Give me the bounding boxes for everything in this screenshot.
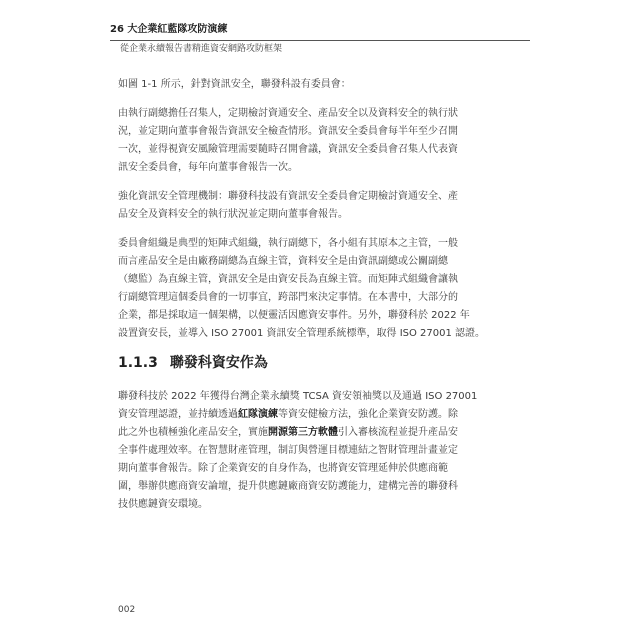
text-line: 資安管理認證，並持續透過紅隊演練等資安健檢方法，強化企業資安防護。除 <box>118 409 458 420</box>
text-line: 品安全及資料安全的執行狀況並定期向董事會報告。 <box>118 209 348 220</box>
text-line: 此之外也積極強化產品安全，實施開源第三方軟體引入審核流程並提升產品安 <box>118 427 458 438</box>
text-line: 聯發科技於 2022 年獲得台灣企業永續獎 TCSA 資安領袖獎以及通過 ISO 27001 <box>118 391 478 402</box>
text-line: 而言產品安全是由廠務副總為直線主管，資料安全是由資訊副總或公關副總 <box>118 256 448 267</box>
text-line: 強化資訊安全管理機制：聯發科技設有資訊安全委員會定期檢討資通安全、產 <box>118 191 458 202</box>
paragraph-matrix-organization <box>118 235 498 343</box>
body-text-upper <box>118 76 498 343</box>
section-title: 聯發科資安作為 <box>169 355 268 371</box>
emphasis-red-team: 紅隊演練 <box>238 409 278 420</box>
text-line: 一次，並得視資安風險管理需要隨時召開會議，資訊安全委員會召集人代表資 <box>118 144 458 155</box>
text-line: 況，並定期向董事會報告資訊安全檢查情形。資訊安全委員會每半年至少召開 <box>118 126 458 137</box>
emphasis-open-source: 開源第三方軟體 <box>268 427 338 438</box>
text-line: 期向董事會報告。除了企業資安的自身作為，也將資安管理延伸於供應商範 <box>118 463 448 474</box>
text-line: 行副總管理這個委員會的一切事宜，跨部門來決定事情。在本書中，大部分的 <box>118 292 458 303</box>
text-line: 設置資安長，並導入 ISO 27001 資訊安全管理系統標準，取得 ISO 27001 認證。 <box>118 328 486 339</box>
paragraph-security-mechanism <box>118 188 498 224</box>
section-number: 1.1.3 <box>118 355 158 371</box>
text-line: 全事件處理效率。在智慧財產管理，制訂與營運目標連結之智財管理計畫並定 <box>118 445 458 456</box>
text-line: 由執行副總擔任召集人，定期檢討資通安全、產品安全以及資料安全的執行狀 <box>118 108 458 119</box>
text-line: 訊安全委員會，每年向董事會報告一次。 <box>118 162 298 173</box>
running-header <box>110 23 530 41</box>
paragraph-committee-chair <box>118 105 498 177</box>
text-line: 企業，都是採取這一個架構，以便靈活因應資安事件。另外，聯發科於 2022 年 <box>118 310 470 321</box>
text-line: 圍，舉辦供應商資安論壇，提升供應鏈廠商資安防護能力，建構完善的聯發科 <box>118 481 458 492</box>
header-title: 26 大企業紅藍隊攻防演練 <box>110 24 228 35</box>
text-line: （總監）為直線主管，資訊安全是由資安長為直線主管。而矩陣式組織會讓執 <box>118 274 458 285</box>
text-line: 技供應鏈資安環境。 <box>118 499 208 510</box>
page-number: 002 <box>118 605 136 615</box>
header-subtitle: 從企業永續報告書精進資安網路攻防框架 <box>120 44 283 54</box>
paragraph-mediatek-security-actions <box>118 388 498 514</box>
text-line: 委員會組織是典型的矩陣式組織，執行副總下，各小組有其原本之主管，一般 <box>118 238 458 249</box>
section-heading <box>118 352 268 372</box>
paragraph-intro: 如圖 1-1 所示，針對資訊安全，聯發科設有委員會： <box>118 79 351 90</box>
